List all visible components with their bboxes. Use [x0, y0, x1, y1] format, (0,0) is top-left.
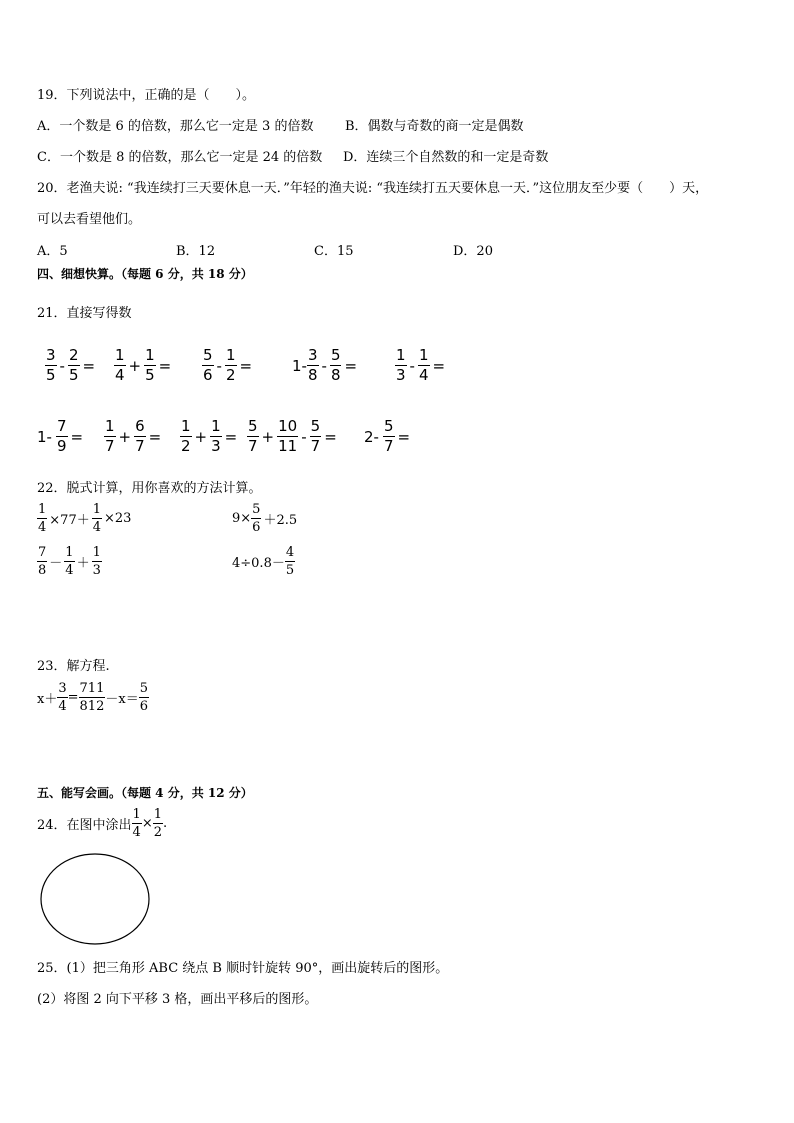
fraction: $\frac{1}{3}$ [92, 545, 101, 578]
fraction: $\frac{1}{2}$ [181, 417, 191, 455]
fraction: $\frac{3}{4}$ [58, 681, 67, 714]
q22-expr3: $\frac{7}{8}$ － $\frac{1}{4}$ ＋ $\frac{1}{3}$ [38, 545, 101, 578]
fraction: $\frac{1}{3}$ [396, 346, 406, 384]
q19-option-b: B．偶数与奇数的商一定是偶数 [345, 119, 524, 134]
q21-row1-expr4: 1- $\frac{3}{8}$ - $\frac{5}{8}$ = [292, 346, 358, 384]
section-5-heading: 五、能写会画。（每题 4 分，共 12 分） [37, 786, 253, 800]
q21-stem: 21．直接写得数 [37, 306, 132, 321]
fraction: $\frac{1}{4}$ [65, 545, 74, 578]
fraction: $\frac{5}{7}$ [383, 417, 394, 455]
fraction: $\frac{7}{8}$ [38, 545, 47, 578]
fraction: $\frac{1}{4}$ [418, 346, 429, 384]
circle-diagram [40, 853, 152, 951]
q19-option-a: A．一个数是 6 的倍数，那么它一定是 3 的倍数 [37, 119, 314, 134]
fraction: $\frac{10}{11}$ [278, 417, 298, 455]
q20-option-a: A．5 [37, 244, 68, 259]
section-4-heading: 四、细想快算。（每题 6 分，共 18 分） [37, 267, 253, 281]
q20-option-b: B．12 [176, 244, 216, 259]
fraction: $\frac{1}{4}$ [115, 346, 125, 384]
fraction: $\frac{3}{5}$ [46, 346, 56, 384]
q19-stem: 19．下列说法中，正确的是（ ）。 [37, 88, 256, 103]
q25-part2: (2）将图 2 向下平移 3 格，画出平移后的图形。 [37, 992, 318, 1007]
fraction: $\frac{711}{812}$ [79, 681, 105, 714]
q20-option-d: D．20 [453, 244, 493, 259]
q21-row1-expr2: $\frac{1}{4}$ + $\frac{1}{5}$ = [115, 346, 172, 384]
fraction: $\frac{5}{7}$ [310, 417, 321, 455]
q21-row2-expr5: 2- $\frac{5}{7}$ = [364, 417, 411, 455]
fraction: $\frac{5}{6}$ [203, 346, 213, 384]
q21-row2-expr1: 1- $\frac{7}{9}$ = [37, 417, 84, 455]
q23-equation: x＋ $\frac{3}{4}$ = $\frac{711}{812}$ －x＝ $\frac{5}{6}$ [37, 681, 148, 714]
q19-option-c: C．一个数是 8 的倍数，那么它一定是 24 的倍数 [37, 150, 323, 165]
fraction: $\frac{1}{3}$ [211, 417, 221, 455]
q19-option-d: D．连续三个自然数的和一定是奇数 [343, 150, 549, 165]
q22-expr1: $\frac{1}{4}$ ×77＋ $\frac{1}{4}$ ×23 [38, 502, 132, 535]
fraction: $\frac{1}{2}$ [225, 346, 236, 384]
q21-row2-expr4: $\frac{5}{7}$ + $\frac{10}{11}$ - $\frac{5}{7}$ = [248, 417, 337, 455]
fraction: $\frac{5}{6}$ [139, 681, 148, 714]
q21-row1-expr1: $\frac{3}{5}$ - $\frac{2}{5}$ = [46, 346, 96, 384]
fraction: $\frac{5}{8}$ [330, 346, 341, 384]
fraction: $\frac{1}{4}$ [92, 502, 101, 535]
q20-stem-line1: 20．老渔夫说: “我连续打三天要休息一天．”年轻的渔夫说: “我连续打五天要休息一天．”这位朋友至少要（ ）天， [37, 181, 709, 196]
q20-option-c: C．15 [314, 244, 354, 259]
q21-row2-expr2: $\frac{1}{7}$ + $\frac{6}{7}$ = [105, 417, 162, 455]
q24-stem: 24．在图中涂出 $\frac{1}{4}$ × $\frac{1}{2}$ . [37, 807, 168, 840]
q25-part1: 25．(1）把三角形 ABC 绕点 B 顺时针旋转 90°，画出旋转后的图形。 [37, 961, 449, 976]
q21-row1-expr3: $\frac{5}{6}$ - $\frac{1}{2}$ = [203, 346, 253, 384]
q23-stem: 23．解方程. [37, 659, 110, 674]
q22-expr4: 4÷0.8－ $\frac{4}{5}$ [232, 545, 295, 578]
fraction: $\frac{3}{8}$ [307, 346, 318, 384]
fraction: $\frac{1}{4}$ [132, 807, 141, 840]
circle-shape [40, 853, 152, 947]
fraction: $\frac{1}{4}$ [38, 502, 47, 535]
fraction: $\frac{6}{7}$ [135, 417, 145, 455]
q22-stem: 22．脱式计算，用你喜欢的方法计算。 [37, 481, 262, 496]
fraction: $\frac{1}{5}$ [145, 346, 155, 384]
fraction: $\frac{4}{5}$ [285, 545, 295, 578]
fraction: $\frac{1}{7}$ [105, 417, 115, 455]
fraction: $\frac{5}{6}$ [252, 502, 261, 535]
fraction: $\frac{5}{7}$ [248, 417, 258, 455]
q22-expr2: 9× $\frac{5}{6}$ ＋2.5 [232, 502, 298, 535]
q21-row1-expr5: $\frac{1}{3}$ - $\frac{1}{4}$ = [396, 346, 446, 384]
fraction: $\frac{7}{9}$ [56, 417, 67, 455]
q20-stem-line2: 可以去看望他们。 [37, 212, 142, 227]
q21-row2-expr3: $\frac{1}{2}$ + $\frac{1}{3}$ = [181, 417, 238, 455]
fraction: $\frac{2}{5}$ [68, 346, 79, 384]
fraction: $\frac{1}{2}$ [153, 807, 163, 840]
